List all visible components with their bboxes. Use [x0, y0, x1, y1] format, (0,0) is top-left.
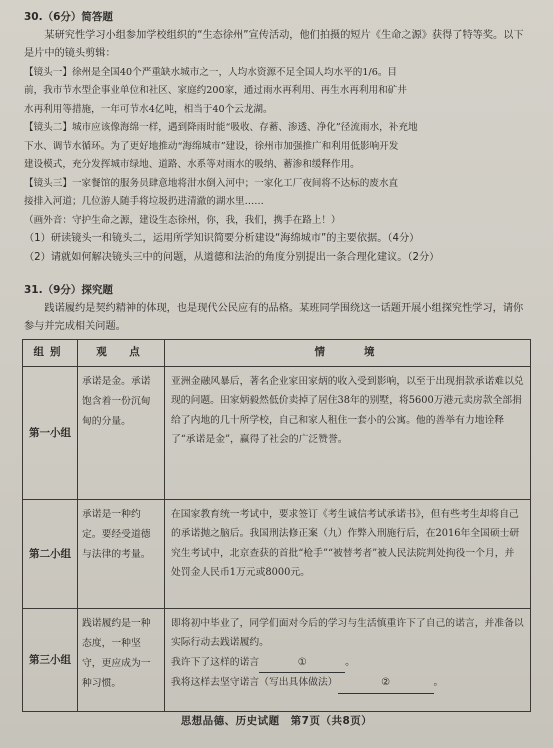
view-cell: 践诺履约是一种态度，一种坚守，更应成为一种习惯。 — [78, 608, 165, 711]
shot3-line-2: 接排入河道；几位游人随手将垃圾扔进清澈的湖水里…… — [24, 196, 264, 207]
header-context: 情 境 — [165, 339, 531, 366]
narration: （画外音：守护生命之源，建设生态徐州，你，我，我们，携手在路上！） — [24, 214, 341, 226]
table-header-row — [23, 339, 531, 366]
group-cell: 第三小组 — [23, 608, 78, 711]
view-cell: 承诺是一种约定。要经受道德与法律的考量。 — [78, 499, 165, 608]
context-text: 即将初中毕业了，同学们面对今后的学习与生活慎重许下了自己的诺言，并准备以实际行动去践诺履约。 — [171, 617, 524, 648]
header-group: 组别 — [23, 339, 78, 366]
shot1-line-3: 水再利用等措施，一年可节水4亿吨，相当于40个云龙湖。 — [24, 103, 273, 115]
shot1-line-1: 【镜头一】徐州是全国40个严重缺水城市之一，人均水资源不足全国人均水平的1/6。目 — [24, 66, 398, 78]
question-30-intro: 某研究性学习小组参加学校组织的“生态徐州”宣传活动，他们拍摄的短片《生命之源》获得了特等奖。以下是片中的镜头剪辑： — [24, 29, 524, 59]
keep-label: 我将这样去坚守诺言（写出具体做法） — [171, 677, 338, 688]
keep-line: 我将这样去坚守诺言（写出具体做法） ② 。 — [171, 673, 524, 694]
table-row — [23, 499, 531, 608]
context-cell — [165, 608, 531, 711]
promise-blank[interactable]: ① — [259, 653, 345, 674]
page-footer: 思想品德、历史试题 第7页（共8页） — [180, 715, 373, 727]
keep-blank[interactable]: ② — [338, 673, 434, 694]
header-view: 观 点 — [78, 339, 165, 366]
group-cell: 第二小组 — [23, 499, 78, 608]
table-row — [23, 366, 531, 499]
shot3-line-1: 【镜头三】一家餐馆的服务员肆意地将泔水倒入河中；一家化工厂夜间将不达标的废水直 — [24, 177, 399, 189]
question-31-intro: 践诺履约是契约精神的体现，也是现代公民应有的品格。某班同学围绕这一话题开展小组探究性学习，请你参与并完成相关问题。 — [24, 302, 524, 332]
question-31-heading: 31.（9分）探究题 — [24, 284, 113, 296]
group-cell: 第一小组 — [23, 366, 78, 499]
table-row — [23, 608, 531, 711]
shot2-line-3: 建设模式，充分发挥城市绿地、道路、水系等对雨水的吸纳、蓄渗和缓释作用。 — [24, 159, 360, 170]
shot2-line-1: 【镜头二】城市应该像海绵一样，遇到降雨时能“吸收、存蓄、渗透、净化”径流雨水，补充地 — [24, 122, 418, 133]
context-cell: 亚洲金融风暴后，著名企业家田家炳的收入受到影响，以至于出现捐款承诺难以兑现的问题。田家炳毅然低价卖掉了居住38年的别墅，将5600万港元卖房款全部捐给了内地的几十所学校，自己和家人租住一套小的公寓。他的善举有力地诠释了“承诺是金”，赢得了社会的广泛赞誉。 — [165, 366, 531, 499]
question-30-sub-1: （1）研读镜头一和镜头二，运用所学知识简要分析建设“海绵城市”的主要依据。（4分） — [24, 233, 420, 244]
shot1-line-2: 前，我市节水型企事业单位和社区、家庭约200家，通过雨水再利用、再生水再利用和矿井 — [24, 85, 407, 96]
promise-line: 我许下了这样的诺言 ① 。 — [171, 653, 524, 674]
question-30-sub-2: （2）请就如何解决镜头三中的问题，从道德和法治的角度分别提出一条合理化建议。（2分） — [24, 251, 440, 263]
shot2-line-2: 下水、调节水循环。为了更好地推动“海绵城市”建设，徐州市加强推广和利用低影响开发 — [24, 140, 399, 152]
view-cell: 承诺是金。承诺饱含着一份沉甸甸的分量。 — [78, 366, 165, 499]
promise-label: 我许下了这样的诺言 — [171, 656, 260, 668]
context-cell: 在国家教育统一考试中，要求签订《考生诚信考试承诺书》，但有些考生却将自己的承诺抛之脑后。我国刑法修正案（九）作弊入刑施行后，在2016年全国硕士研究生考试中，北京查获的首批“枪手”“被替考者”被人民法院判处拘役一个月，并处罚金人民币1万元或8000元。 — [165, 499, 531, 608]
inquiry-table — [22, 339, 531, 712]
question-30-heading: 30.（6分）简答题 — [24, 11, 113, 23]
